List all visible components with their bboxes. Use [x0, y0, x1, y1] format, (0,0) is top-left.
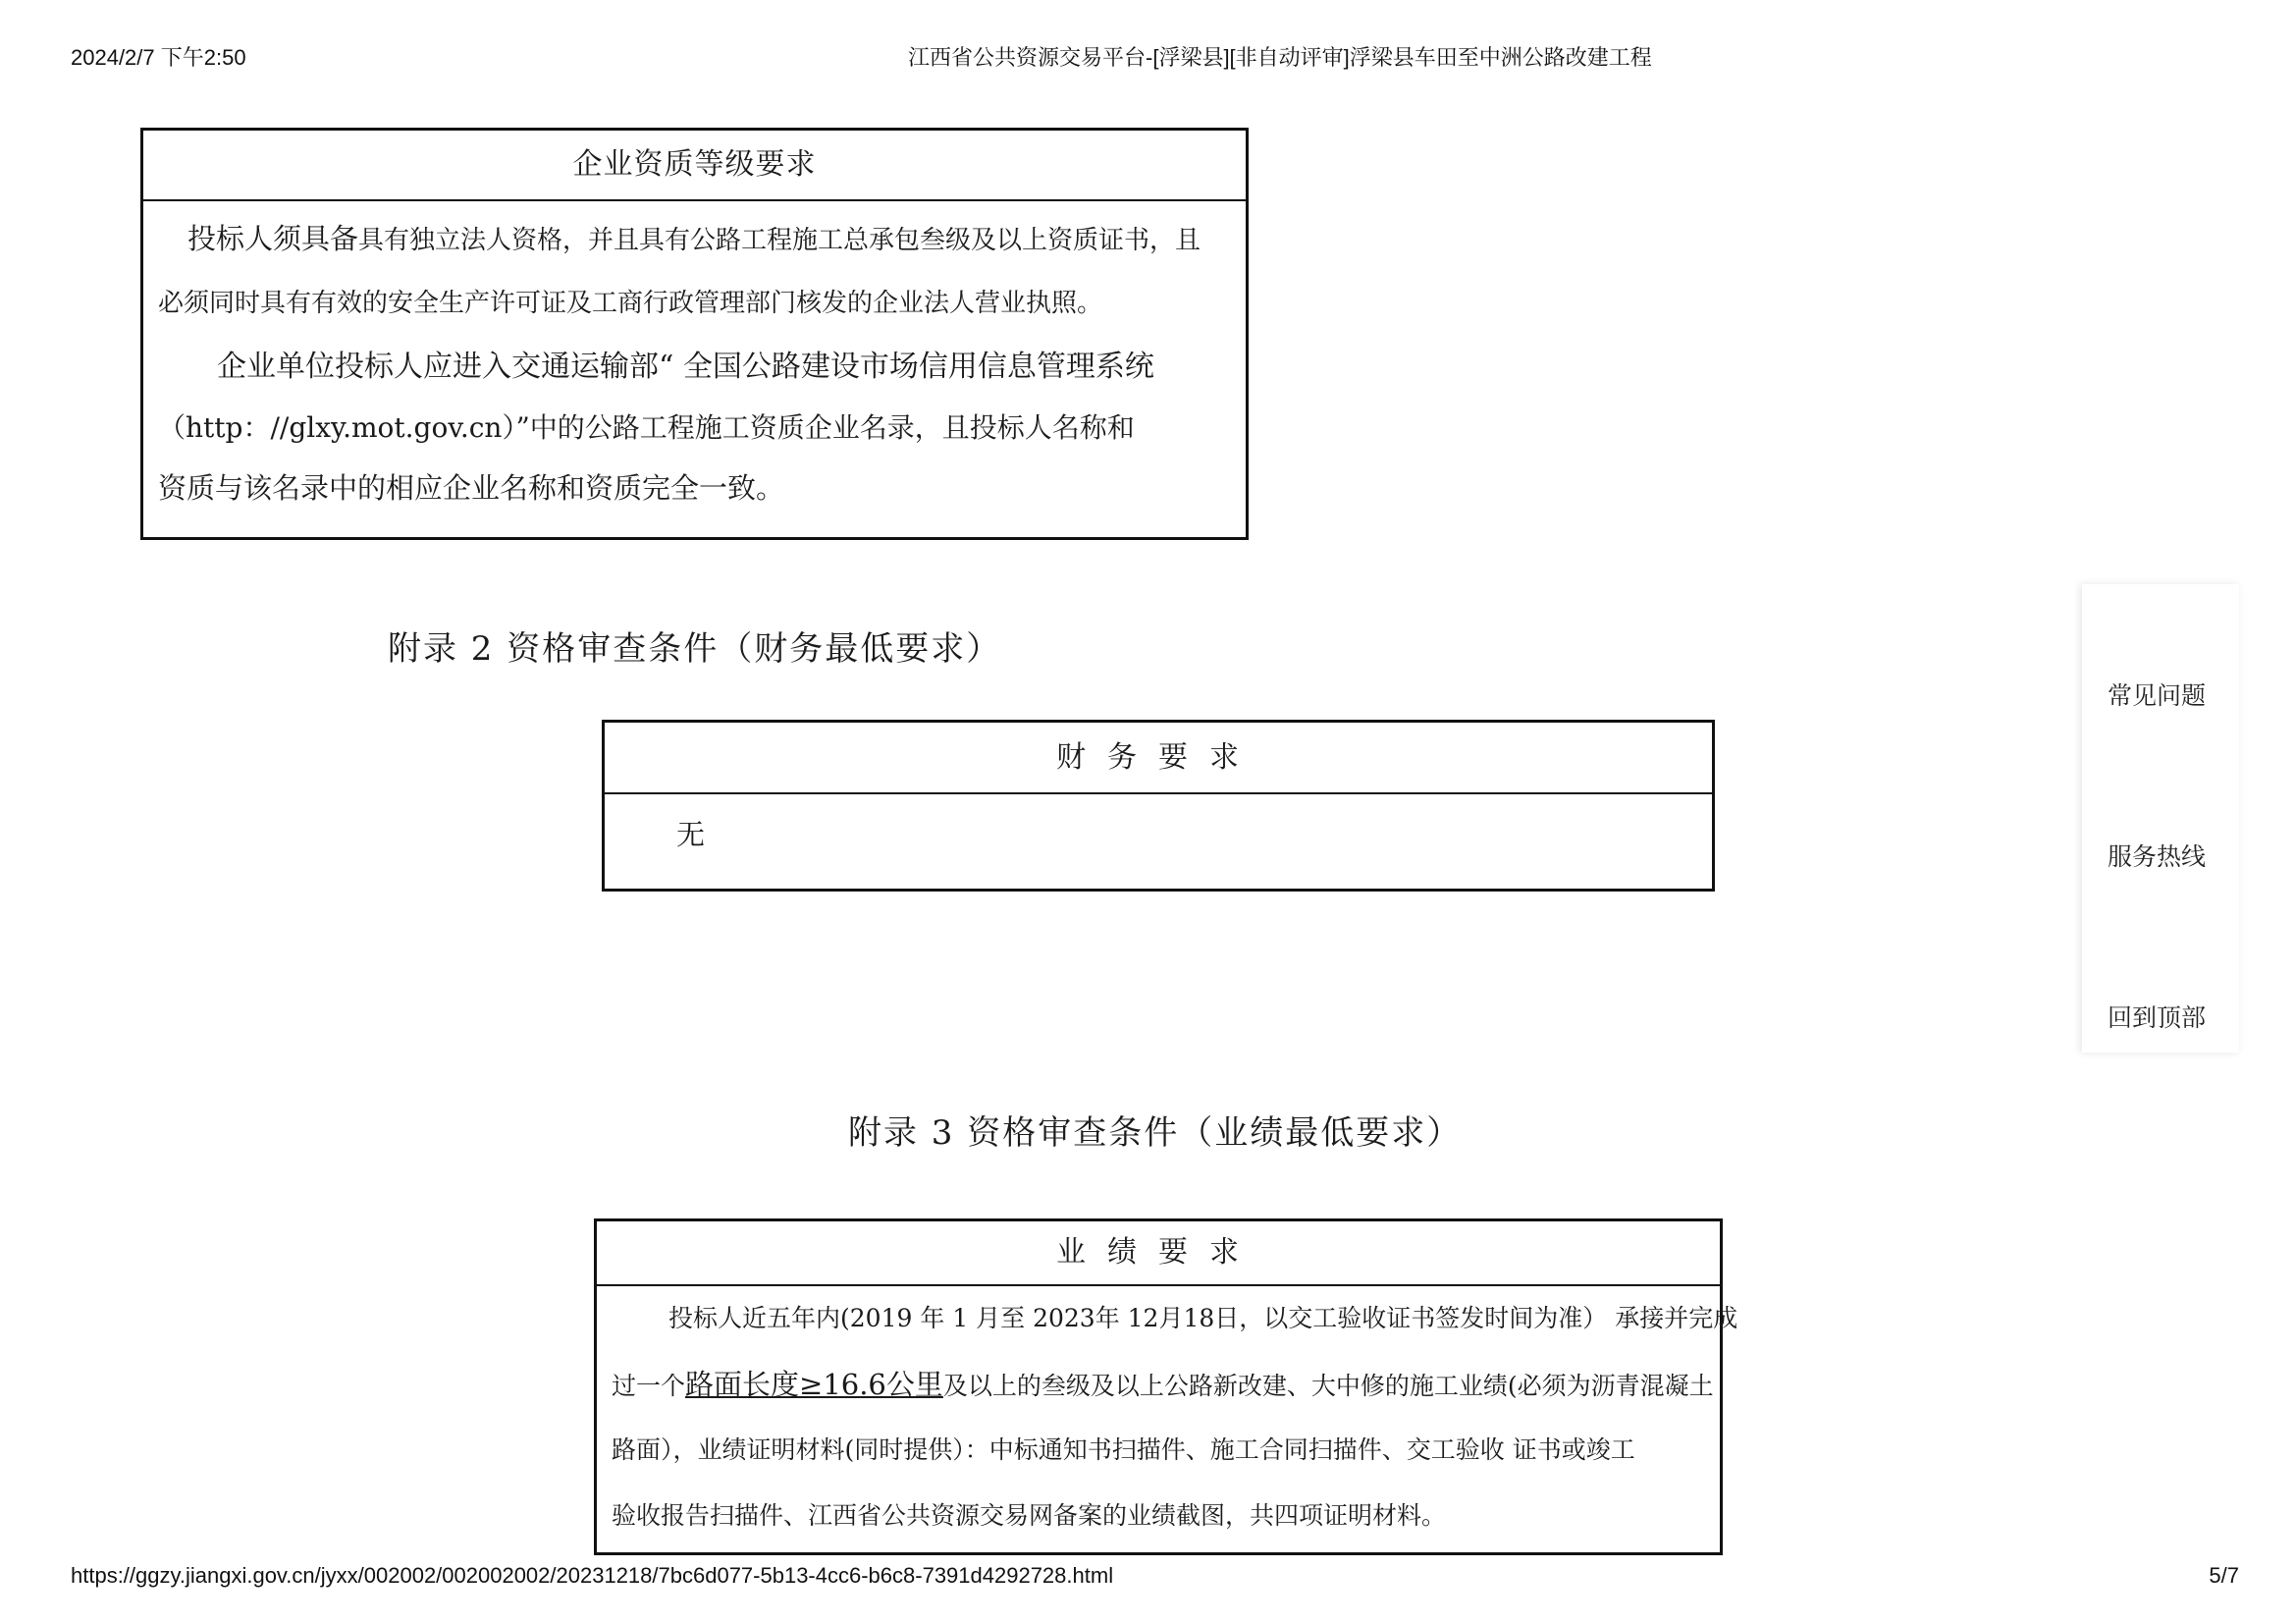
qualification-heading: 企业资质等级要求	[143, 131, 1246, 201]
performance-heading: 业绩要求	[597, 1221, 1720, 1286]
performance-table	[594, 1218, 1738, 1555]
qualification-p1-line2: 必须同时具有有效的安全生产许可证及工商行政管理部门核发的企业法人营业执照。	[158, 289, 1103, 318]
qualification-table	[140, 128, 1249, 540]
road-length-requirement: 路面长度≥16.6公里	[685, 1368, 943, 1401]
qualification-p2-line2: （http：//glxy.mot.gov.cn）”中的公路工程施工资质企业名录，且投标人名称和	[158, 411, 1135, 444]
appendix-3-title: 附录 3 资格审查条件（业绩最低要求）	[848, 1113, 1463, 1153]
back-to-top-link[interactable]: 回到顶部	[2108, 1003, 2207, 1032]
performance-line4: 验收报告扫描件、江西省公共资源交易网备案的业绩截图，共四项证明材料。	[612, 1501, 1447, 1530]
financial-heading: 财务要求	[605, 723, 1712, 794]
page-title: 江西省公共资源交易平台-[浮梁县][非自动评审]浮梁县车田至中洲公路改建工程	[908, 45, 1652, 70]
performance-line3: 路面），业绩证明材料(同时提供）：中标通知书扫描件、施工合同扫描件、交工验收 证书或竣工	[612, 1435, 1635, 1464]
financial-content: 无	[676, 818, 706, 851]
page-url: https://ggzy.jiangxi.gov.cn/jyxx/002002/002002002/20231218/7bc6d077-5b13-4cc6-b6c8-7391d4292728.html	[71, 1563, 1114, 1588]
qualification-p1-line1: 投标人须具备具有独立法人资格，并且具有公路工程施工总承包叁级及以上资质证书，且	[187, 222, 1201, 255]
performance-line2: 过一个路面长度≥16.6公里及以上的叁级及以上公路新改建、大中修的施工业绩(必须为沥青混凝土	[612, 1368, 1714, 1401]
print-date: 2024/2/7 下午2:50	[71, 45, 246, 70]
qualification-p2-line1: 企业单位投标人应进入交通运输部“ 全国公路建设市场信用信息管理系统	[217, 350, 1154, 384]
service-hotline-link[interactable]: 服务热线	[2108, 842, 2207, 871]
financial-table	[602, 720, 1715, 892]
qualification-p2-line3: 资质与该名录中的相应企业名称和资质完全一致。	[158, 471, 785, 505]
faq-link[interactable]: 常见问题	[2108, 681, 2207, 710]
appendix-2-title: 附录 2 资格审查条件（财务最低要求）	[388, 629, 1002, 669]
performance-line1: 投标人近五年内(2019 年 1 月至 2023年 12月18日，以交工验收证书签发时间为准） 承接并完成	[668, 1304, 1738, 1332]
floating-sidebar	[2082, 584, 2239, 1053]
page-number: 5/7	[2209, 1563, 2239, 1588]
